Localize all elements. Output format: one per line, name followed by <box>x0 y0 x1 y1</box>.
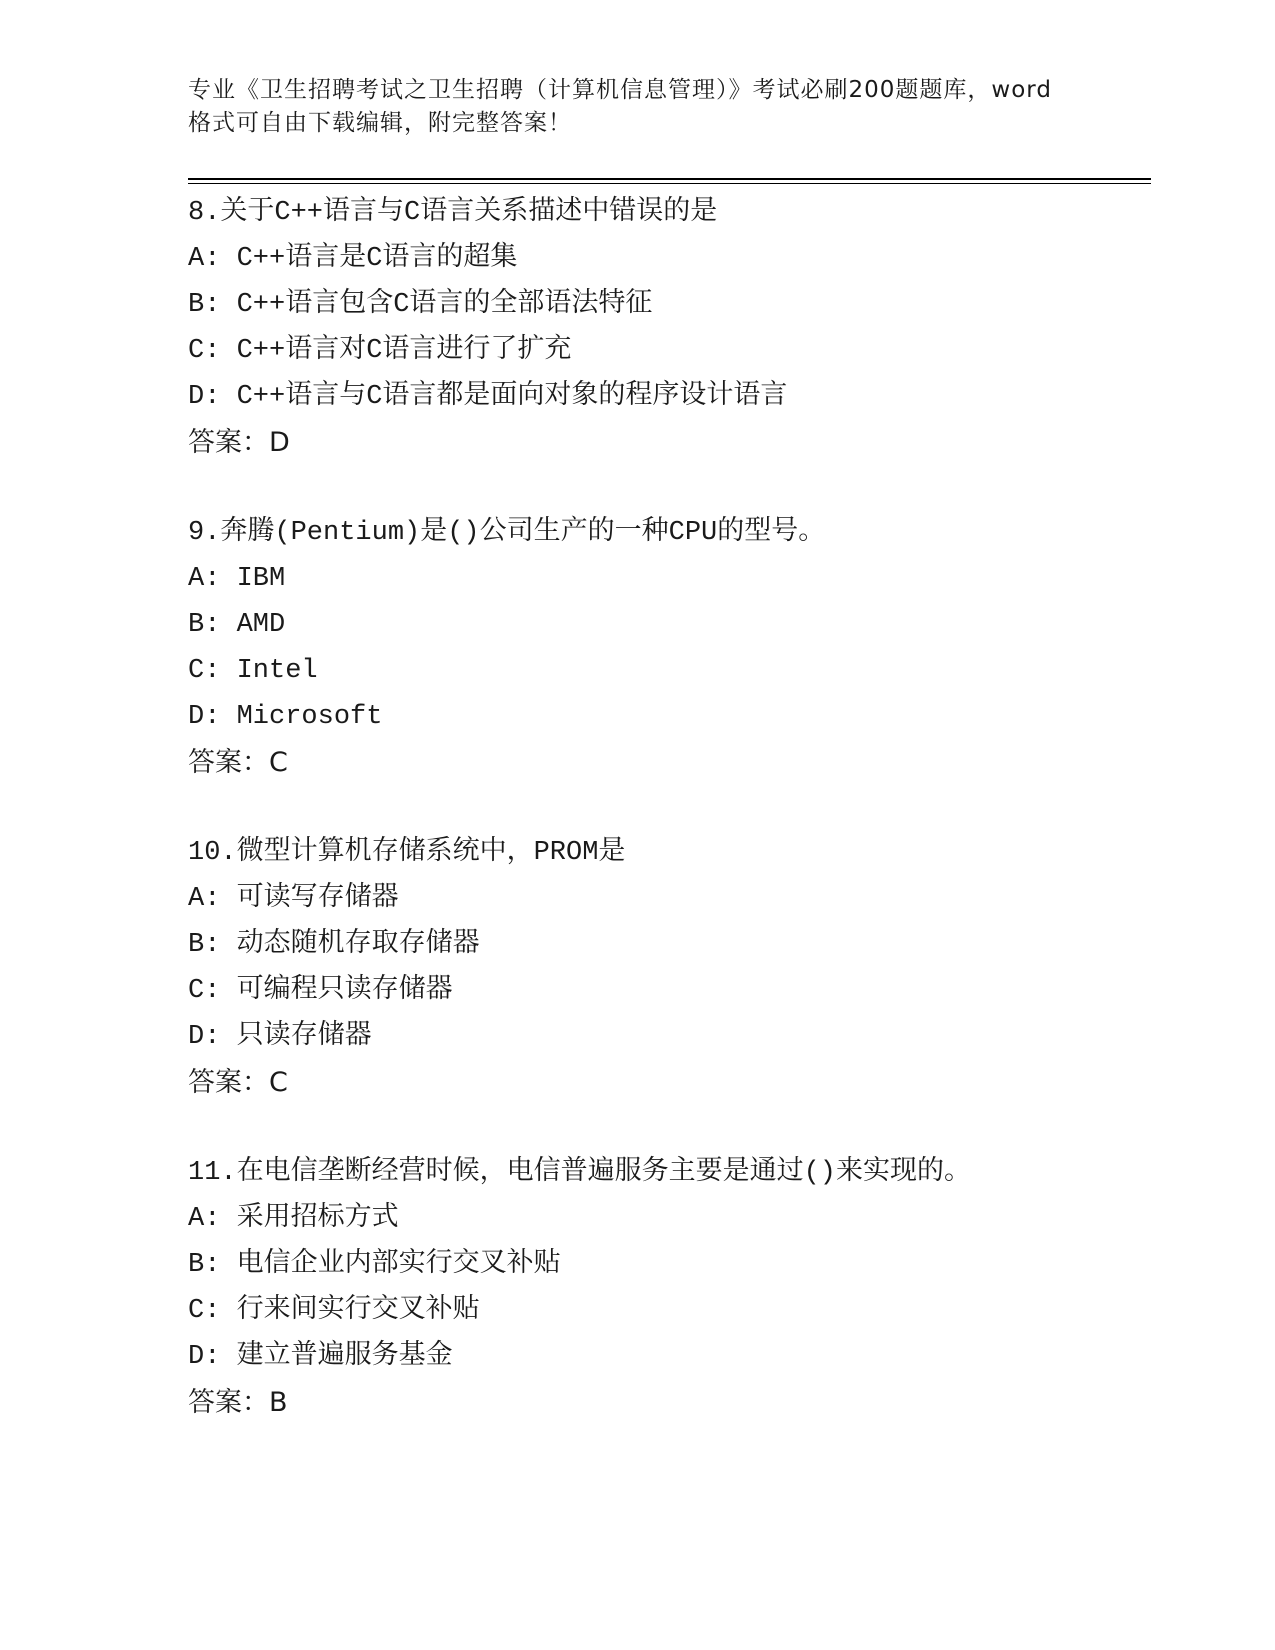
answer-line: 答案：C <box>188 747 288 778</box>
option-a: A: C++语言是C语言的超集 <box>188 244 518 274</box>
header-divider-thin <box>188 183 1151 184</box>
option-d: D: 只读存储器 <box>188 1022 372 1052</box>
option-c: C: 可编程只读存储器 <box>188 976 453 1006</box>
answer-line: 答案：C <box>188 1067 288 1098</box>
question-list <box>188 190 1148 1470</box>
answer-line: 答案：D <box>188 427 290 458</box>
option-b: B: AMD <box>188 610 286 640</box>
option-d: D: Microsoft <box>188 702 383 732</box>
question-stem: 10.微型计算机存储系统中，PROM是 <box>188 838 626 868</box>
option-c: C: Intel <box>188 656 318 686</box>
answer-line: 答案：B <box>188 1387 288 1418</box>
question-10 <box>188 830 1148 1106</box>
question-8 <box>188 190 1148 466</box>
option-a: A: 可读写存储器 <box>188 884 399 914</box>
option-a: A: IBM <box>188 564 286 594</box>
header-line-1: 专业《卫生招聘考试之卫生招聘（计算机信息管理）》考试必刷200题题库，word <box>188 77 1052 103</box>
option-d: D: 建立普遍服务基金 <box>188 1342 453 1372</box>
question-11 <box>188 1150 1148 1426</box>
question-stem: 11.在电信垄断经营时候，电信普遍服务主要是通过()来实现的。 <box>188 1158 972 1188</box>
option-b: B: C++语言包含C语言的全部语法特征 <box>188 290 653 320</box>
question-stem: 8.关于C++语言与C语言关系描述中错误的是 <box>188 198 718 228</box>
option-b: B: 动态随机存取存储器 <box>188 930 480 960</box>
option-c: C: 行来间实行交叉补贴 <box>188 1296 480 1326</box>
option-a: A: 采用招标方式 <box>188 1204 399 1234</box>
question-9 <box>188 510 1148 786</box>
option-d: D: C++语言与C语言都是面向对象的程序设计语言 <box>188 382 788 412</box>
option-c: C: C++语言对C语言进行了扩充 <box>188 336 572 366</box>
header-divider-thick <box>188 178 1151 180</box>
option-b: B: 电信企业内部实行交叉补贴 <box>188 1250 561 1280</box>
document-header <box>188 74 1088 140</box>
question-stem: 9.奔腾(Pentium)是()公司生产的一种CPU的型号。 <box>188 518 826 548</box>
header-line-2: 格式可自由下载编辑，附完整答案！ <box>188 110 572 136</box>
